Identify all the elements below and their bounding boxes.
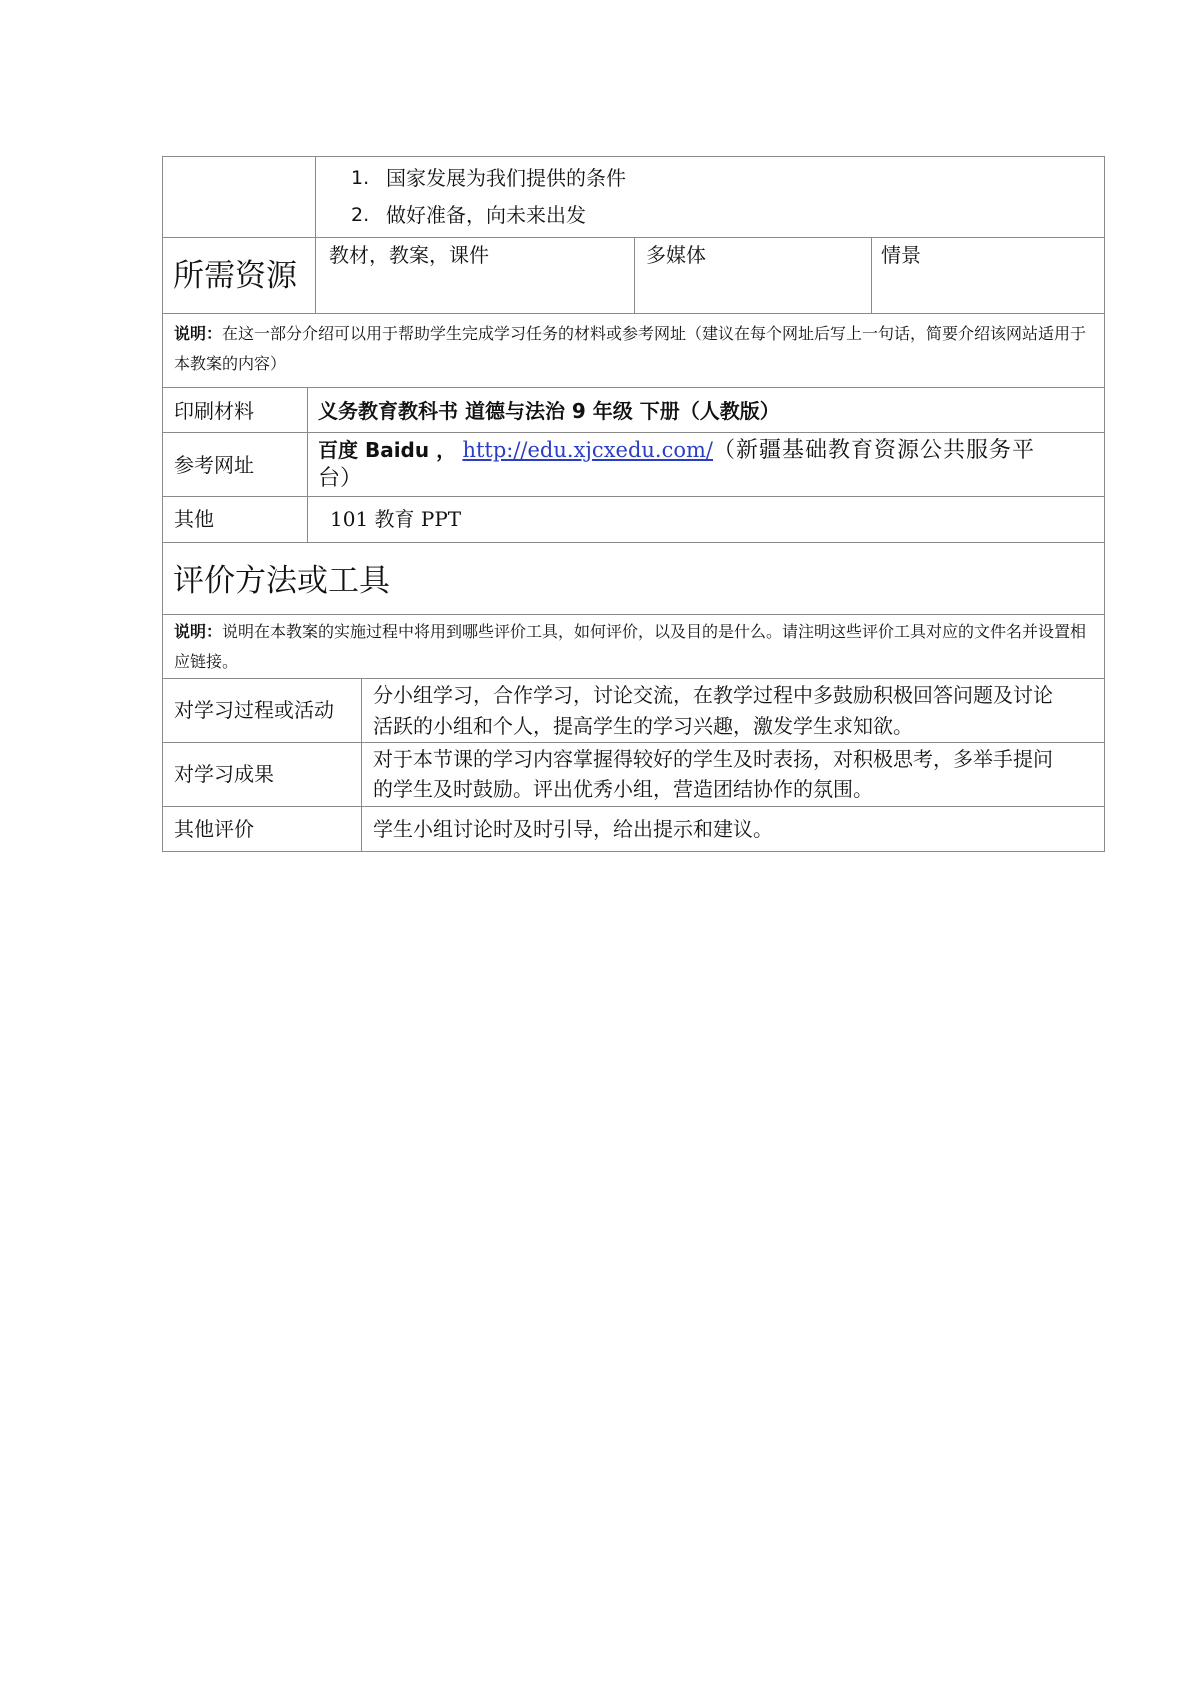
divider <box>307 387 308 542</box>
eval-row-text: 学生小组讨论时及时引导，给出提示和建议。 <box>373 817 773 841</box>
other-value: 101 教育 PPT <box>330 507 462 531</box>
divider <box>162 387 1105 388</box>
url-line <box>318 437 1035 464</box>
eval-row-text: 活跃的小组和个人，提高学生的学习兴趣，激发学生求知欲。 <box>373 714 913 738</box>
divider <box>162 678 1105 679</box>
divider <box>315 237 316 313</box>
resources-heading: 所需资源 <box>173 258 297 294</box>
divider <box>361 678 362 852</box>
list-number: 2. <box>351 204 370 226</box>
note-text: 在这一部分介绍可以用于帮助学生完成学习任务的材料或参考网址（建议在每个网址后写上一句话，简要介绍该网站适用于本教案的内容） <box>174 324 1087 373</box>
note-text: 说明在本教案的实施过程中将用到哪些评价工具，如何评价，以及目的是什么。请注明这些评价工具对应的文件名并设置相应链接。 <box>174 622 1087 671</box>
divider <box>871 237 872 313</box>
evaluation-heading: 评价方法或工具 <box>173 563 390 599</box>
divider <box>162 742 1105 743</box>
list-item: 国家发展为我们提供的条件 <box>386 166 626 190</box>
resource-col-materials: 教材，教案，课件 <box>329 243 489 267</box>
resource-col-scenario: 情景 <box>881 243 921 267</box>
eval-row-label: 对学习成果 <box>174 762 274 786</box>
reference-link[interactable]: http://edu.xjcxedu.com/ <box>462 438 714 462</box>
eval-row-text: 对于本节课的学习内容掌握得较好的学生及时表扬，对积极思考，多举手提问 <box>373 747 1053 771</box>
resource-col-multimedia: 多媒体 <box>646 243 706 267</box>
url-suffix: （新疆基础教育资源公共服务平 <box>713 438 1036 463</box>
divider <box>162 432 1105 433</box>
eval-row-text: 的学生及时鼓励。评出优秀小组，营造团结协作的氛围。 <box>373 777 873 801</box>
print-value: 义务教育教科书 道德与法治 9 年级 下册（人教版） <box>318 399 780 423</box>
divider <box>162 496 1105 497</box>
divider <box>634 237 635 313</box>
eval-row-text: 分小组学习，合作学习，讨论交流，在教学过程中多鼓励积极回答问题及讨论 <box>373 683 1053 707</box>
divider <box>315 156 316 237</box>
evaluation-note <box>174 617 1096 677</box>
other-label: 其他 <box>174 507 214 531</box>
resources-note <box>174 319 1096 379</box>
url-prefix: 百度 Baidu ， <box>318 438 457 462</box>
divider <box>162 542 1105 543</box>
url-label: 参考网址 <box>174 453 254 477</box>
divider <box>162 806 1105 807</box>
divider <box>162 614 1105 615</box>
print-label: 印刷材料 <box>174 399 254 423</box>
eval-row-label: 对学习过程或活动 <box>174 698 334 722</box>
eval-row-label: 其他评价 <box>174 817 254 841</box>
note-label: 说明： <box>174 622 223 641</box>
divider <box>162 313 1105 314</box>
url-suffix-continued: 台） <box>318 466 363 491</box>
note-label: 说明： <box>174 324 223 343</box>
list-number: 1. <box>351 167 370 189</box>
list-item: 做好准备，向未来出发 <box>386 203 586 227</box>
